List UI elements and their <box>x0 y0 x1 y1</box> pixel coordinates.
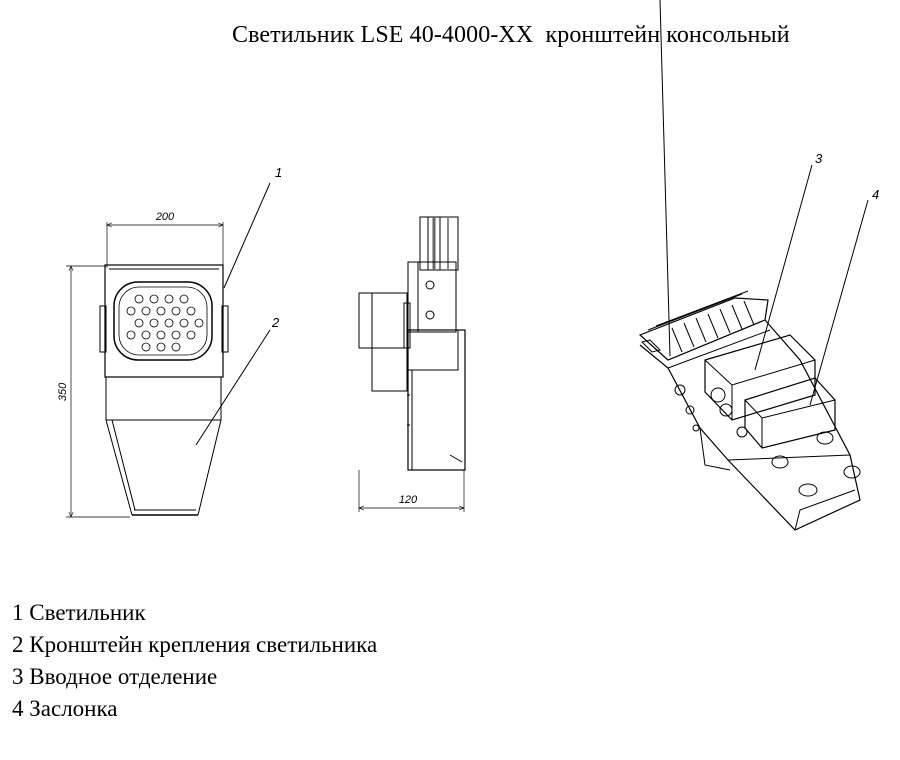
legend-text: Заслонка <box>29 696 118 721</box>
dimension-height-label: 350 <box>57 382 69 402</box>
legend-text: Светильник <box>29 600 146 625</box>
drawing-title: Светильник LSE 40-4000-XX кронштейн консольный <box>232 22 790 48</box>
legend-item <box>12 597 377 629</box>
callout-4: 4 <box>872 187 880 202</box>
legend-item <box>12 661 377 693</box>
led-array <box>127 295 203 351</box>
callout-2: 2 <box>272 315 280 330</box>
legend-list <box>12 597 377 725</box>
legend-text: Кронштейн крепления светильника <box>29 632 378 657</box>
legend-number: 3 <box>12 664 24 689</box>
legend-item <box>12 629 377 661</box>
legend-number: 4 <box>12 696 24 721</box>
legend-text: Вводное отделение <box>29 664 218 689</box>
front-view <box>66 183 270 517</box>
dimension-width-label: 200 <box>155 211 175 223</box>
legend-item <box>12 693 377 725</box>
legend-number: 2 <box>12 632 24 657</box>
dimension-depth-label: 120 <box>398 494 418 506</box>
isometric-view <box>640 0 868 530</box>
callout-3: 3 <box>815 151 823 166</box>
side-view <box>359 217 465 512</box>
legend-number: 1 <box>12 600 24 625</box>
callout-1: 1 <box>275 165 283 180</box>
